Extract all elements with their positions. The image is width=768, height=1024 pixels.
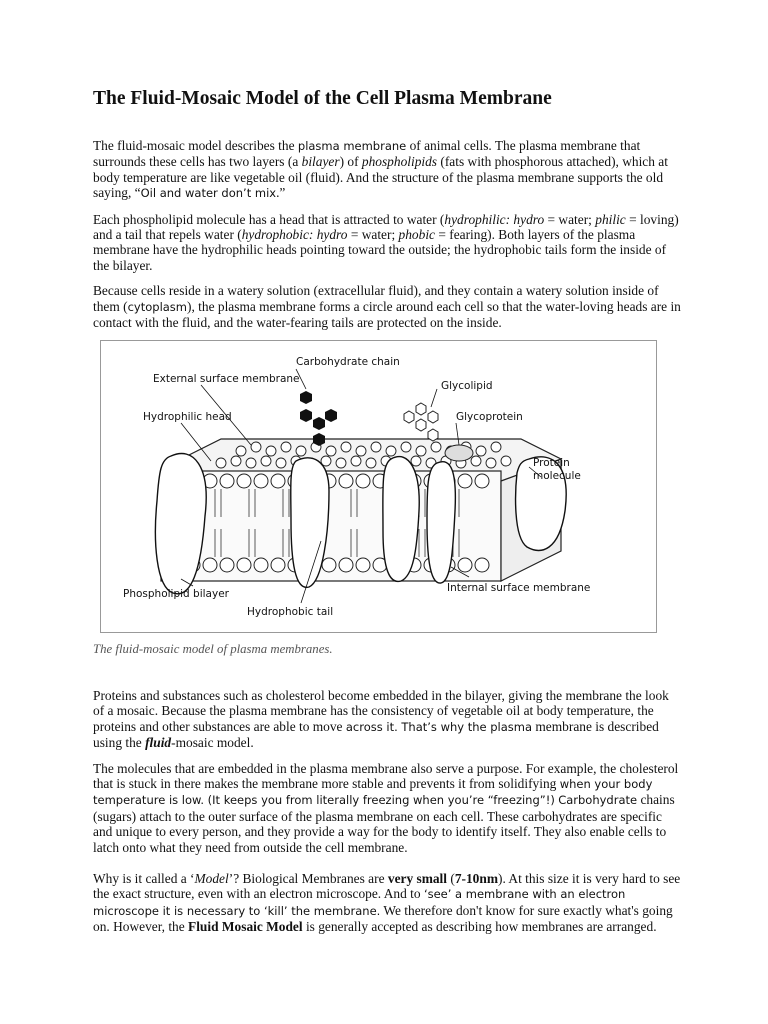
carbohydrate-chain-icon [300, 391, 337, 446]
paragraph-4 [93, 688, 683, 751]
text-sans: ‘see’ a membrane with an electron microscope it is necessary to ‘kill’ the membrane. [93, 887, 626, 918]
term-bilayer: bilayer [301, 154, 340, 170]
text: Proteins and substances such as cholesterol become embedded in the bilayer, giving the membrane the look of a mosaic. Because the plasma membrane has the consistency of vegetable oil at body temperature, the proteins and other substances are able to move [93, 687, 669, 734]
text: ). At this size it is very hard to see the exact structure, even with an electron microscope. And to [93, 870, 681, 902]
membrane-figure [100, 340, 657, 633]
text: Why is it called a ‘ [93, 870, 195, 886]
label-internal-surface-membrane: Internal surface membrane [447, 582, 591, 595]
figure-caption: The fluid-mosaic model of plasma membranes. [93, 642, 333, 657]
term-philic: philic [595, 211, 626, 227]
text: Each phospholipid molecule has a head that is attracted to water ( [93, 211, 445, 227]
text-sans: when your body temperature is low. (It keeps you from literally freezing when you’re “freezing”!) [93, 776, 653, 808]
document [93, 88, 683, 945]
label-external-surface-membrane: External surface membrane [153, 373, 300, 386]
text: = water; [544, 211, 596, 227]
paragraph-6 [93, 871, 683, 935]
term-cytoplasm: cytoplasm [127, 299, 188, 314]
term-very-small: very small [387, 870, 448, 886]
term-size: 7-10nm [454, 870, 498, 886]
label-hydrophobic-tail: Hydrophobic tail [247, 606, 334, 619]
term-fluid-mosaic-model: Fluid Mosaic Model [188, 919, 303, 935]
text: Because cells reside in a watery solution (extracellular fluid), and they contain a watery solution inside of them ( [93, 283, 659, 314]
text: membrane is described using the [93, 718, 659, 751]
text-sans: across it. That’s why the plasma [345, 719, 533, 734]
text: We therefore don't know for sure exactly what's going on. However, the [93, 902, 673, 935]
text: = fearing). Both layers of the plasma membrane have the hydrophilic heads pointing toward the outside; the hydrophobic tails form the inside of the bilayer. [93, 227, 667, 273]
text: The fluid-mosaic model describes the [93, 138, 298, 153]
text: -mosaic model. [171, 735, 254, 751]
text: The molecules that are embedded in the plasma membrane also serve a purpose. For example, the cholesterol that is stuck in there makes the membrane more stable and prevents it from solidifying [93, 760, 679, 791]
text: = water; [347, 227, 399, 243]
term-phobic: phobic [398, 227, 435, 243]
text: .” [276, 185, 286, 201]
paragraph-3 [93, 283, 683, 330]
text: ), the plasma membrane forms a circle around each cell so that the water-loving heads are in contact with the fluid, and the water-fearing tails are protected on the inside. [93, 298, 681, 331]
label-phospholipid-bilayer: Phospholipid bilayer [123, 588, 229, 601]
label-hydrophilic-head: Hydrophilic head [143, 411, 232, 424]
membrane-diagram [101, 341, 656, 632]
page-title: The Fluid-Mosaic Model of the Cell Plasma Membrane [93, 88, 552, 109]
label-carbohydrate-chain: Carbohydrate chain [296, 356, 400, 369]
label-glycolipid: Glycolipid [441, 380, 493, 393]
term-carbohydrate: Carbohydrate [558, 793, 638, 808]
glycolipid-chain-icon [404, 403, 438, 441]
text: of animal cells. The plasma membrane that surrounds these cells has two layers (a [93, 138, 641, 170]
text: (fats with phosphorous attached), which at body temperature are like vegetable oil (fluid). And the structure of the plasma membrane supports the old saying, “ [93, 154, 668, 201]
paragraph-5 [93, 761, 683, 855]
text: is generally accepted as describing how membranes are arranged. [302, 919, 657, 935]
text: ) of [339, 154, 362, 170]
term-model: Model [194, 870, 229, 886]
text: ( [447, 870, 455, 886]
text: = loving) and a tail that repels water ( [93, 211, 679, 243]
term-plasma-membrane: plasma membrane [297, 139, 407, 153]
term-hydrophobic: hydrophobic: hydro [241, 227, 348, 243]
glycoprotein-blob [445, 445, 473, 461]
term-phospholipids: phospholipids [361, 154, 438, 170]
term-hydrophilic: hydrophilic: hydro [444, 211, 545, 227]
label-protein: Protein [533, 457, 570, 470]
text: chains (sugars) attach to the outer surface of the plasma membrane on each cell. These carbohydrates are specific and unique to every person, and they provide a way for the body to identify itself. They also enable cells to latch onto what they need from outside the cell membrane. [93, 792, 675, 855]
term-fluid: fluid [145, 735, 172, 751]
quote-oil-water: Oil and water don’t mix [140, 186, 277, 201]
text: ’? Biological Membranes are [228, 870, 388, 886]
label-molecule: molecule [533, 470, 581, 483]
paragraph-1 [93, 138, 683, 202]
label-glycoprotein: Glycoprotein [456, 411, 523, 424]
paragraph-2 [93, 212, 683, 274]
